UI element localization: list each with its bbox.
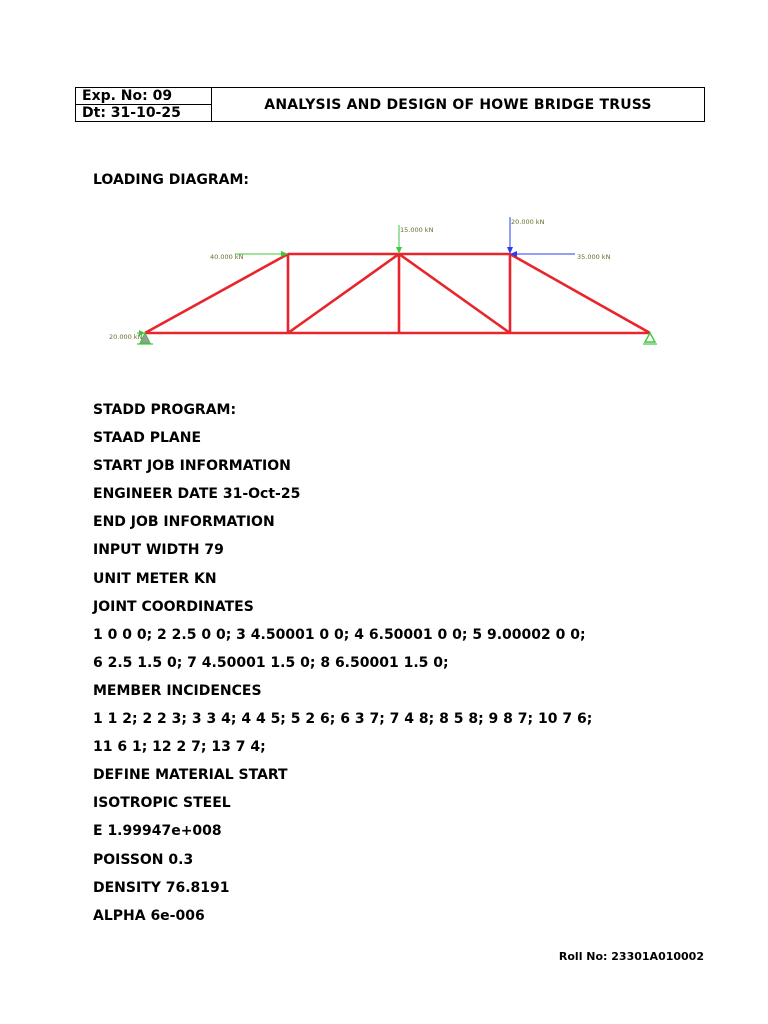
program-line: ALPHA 6e-006 — [93, 907, 205, 924]
experiment-header — [75, 87, 705, 122]
program-line: INPUT WIDTH 79 — [93, 542, 224, 559]
program-line: END JOB INFORMATION — [93, 514, 275, 531]
experiment-number: Exp. No: 09 — [76, 88, 211, 105]
load-label-2: 15.000 kN — [400, 226, 434, 234]
program-line: ISOTROPIC STEEL — [93, 795, 231, 812]
program-line: START JOB INFORMATION — [93, 458, 291, 475]
program-line: MEMBER INCIDENCES — [93, 682, 262, 699]
staad-program-listing — [93, 399, 592, 933]
program-line: ENGINEER DATE 31-Oct-25 — [93, 486, 301, 503]
program-line: 1 0 0 0; 2 2.5 0 0; 3 4.50001 0 0; 4 6.50001 0 0; 5 9.00002 0 0; — [93, 626, 586, 643]
experiment-date: Dt: 31-10-25 — [82, 105, 181, 121]
program-line: 6 2.5 1.5 0; 7 4.50001 1.5 0; 8 6.50001 1.5 0; — [93, 654, 449, 671]
program-line: JOINT COORDINATES — [93, 598, 254, 615]
load-label-5: 20.000 kN — [109, 333, 143, 341]
roll-number: Roll No: 23301A010002 — [558, 950, 704, 963]
load-label-3: 20.000 kN — [511, 218, 545, 226]
program-line: STAAD PLANE — [93, 430, 202, 447]
program-line: E 1.99947e+008 — [93, 823, 222, 840]
load-label-1: 40.000 kN — [210, 253, 244, 261]
program-line: STADD PROGRAM: — [93, 402, 237, 418]
program-line: 11 6 1; 12 2 7; 13 7 4; — [93, 739, 266, 756]
program-line: POISSON 0.3 — [93, 851, 194, 868]
experiment-title: ANALYSIS AND DESIGN OF HOWE BRIDGE TRUSS — [264, 96, 652, 113]
program-line: 1 1 2; 2 2 3; 3 3 4; 4 4 5; 5 2 6; 6 3 7; 7 4 8; 8 5 8; 9 8 7; 10 7 6; — [93, 711, 593, 728]
program-line: DEFINE MATERIAL START — [93, 767, 288, 784]
loading-diagram-heading: LOADING DIAGRAM: — [93, 172, 249, 188]
truss-loading-diagram — [93, 197, 705, 365]
experiment-meta — [76, 88, 212, 121]
program-line: DENSITY 76.8191 — [93, 879, 230, 896]
program-line: UNIT METER KN — [93, 570, 217, 587]
load-label-4: 35.000 kN — [577, 253, 611, 261]
